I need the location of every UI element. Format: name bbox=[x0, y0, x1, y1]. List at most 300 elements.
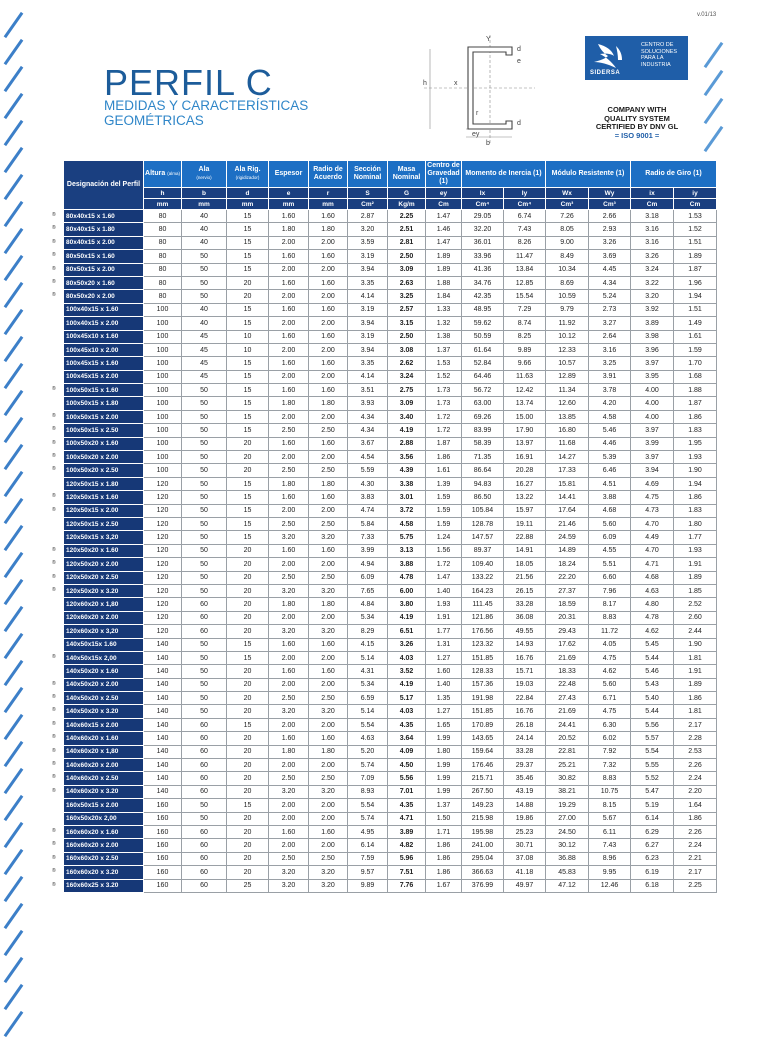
logo-mark-icon bbox=[590, 40, 630, 70]
table-cell: 20 bbox=[227, 692, 269, 705]
table-cell: 140 bbox=[144, 732, 182, 745]
table-cell: 1.72 bbox=[426, 558, 462, 571]
table-cell: 4.78 bbox=[631, 611, 674, 624]
header-radio-giro: Radio de Giro (1) bbox=[631, 161, 717, 188]
table-row bbox=[64, 866, 717, 879]
table-cell: 2.44 bbox=[674, 625, 717, 638]
profile-designation: 160x60x20 x 1.60 bbox=[64, 825, 144, 838]
table-cell: 20 bbox=[227, 584, 269, 597]
table-row bbox=[64, 584, 717, 597]
table-cell: 1.80 bbox=[269, 223, 309, 236]
profile-designation: 120x50x20 x 2.50 bbox=[64, 571, 144, 584]
profile-designation: 160x50x20x 2,00 bbox=[64, 812, 144, 825]
table-cell: 191.98 bbox=[462, 692, 504, 705]
table-cell: 7.09 bbox=[348, 772, 388, 785]
table-cell: 3.96 bbox=[631, 343, 674, 356]
table-cell: 18.59 bbox=[546, 598, 589, 611]
quality-certification bbox=[584, 106, 690, 140]
table-cell: 4.70 bbox=[631, 544, 674, 557]
table-cell: 5.54 bbox=[348, 799, 388, 812]
table-cell: 7.01 bbox=[388, 785, 426, 798]
table-cell: 3.89 bbox=[631, 317, 674, 330]
table-cell: 1.80 bbox=[309, 223, 348, 236]
table-cell: 6.09 bbox=[348, 571, 388, 584]
table-cell: 3.93 bbox=[348, 397, 388, 410]
table-unit-row bbox=[64, 199, 717, 210]
table-cell: 1.86 bbox=[674, 692, 717, 705]
table-cell: 6.11 bbox=[589, 825, 631, 838]
table-cell: 56.72 bbox=[462, 384, 504, 397]
table-row bbox=[64, 370, 717, 383]
table-cell: 50 bbox=[182, 464, 227, 477]
table-cell: 20 bbox=[227, 812, 269, 825]
certification-line: COMPANY WITH bbox=[607, 105, 667, 114]
registered-mark-icon: ® bbox=[52, 828, 56, 834]
table-cell: 1.88 bbox=[426, 276, 462, 289]
header-unit: Cm bbox=[426, 199, 462, 210]
table-cell: 7.43 bbox=[589, 839, 631, 852]
table-cell: 15.00 bbox=[504, 410, 546, 423]
table-cell: 160 bbox=[144, 866, 182, 879]
table-cell: 123.32 bbox=[462, 638, 504, 651]
table-cell: 8.29 bbox=[348, 625, 388, 638]
table-row bbox=[64, 303, 717, 316]
table-cell: 80 bbox=[144, 276, 182, 289]
table-cell: 140 bbox=[144, 692, 182, 705]
table-cell: 267.50 bbox=[462, 785, 504, 798]
table-cell: 40 bbox=[182, 236, 227, 249]
table-cell: 2.00 bbox=[309, 317, 348, 330]
table-row bbox=[64, 464, 717, 477]
header-modulo: Módulo Resistente (1) bbox=[546, 161, 631, 188]
table-cell: 59.62 bbox=[462, 317, 504, 330]
table-cell: 15 bbox=[227, 397, 269, 410]
stripe-line bbox=[4, 417, 24, 443]
registered-mark-icon: ® bbox=[52, 868, 56, 874]
table-cell: 1.80 bbox=[674, 517, 717, 530]
table-cell: 1.80 bbox=[426, 745, 462, 758]
table-cell: 1.27 bbox=[426, 651, 462, 664]
table-cell: 4.95 bbox=[348, 825, 388, 838]
table-row bbox=[64, 705, 717, 718]
table-cell: 4.14 bbox=[348, 370, 388, 383]
table-cell: 1.60 bbox=[309, 357, 348, 370]
profile-designation: 160x50x15 x 2.00 bbox=[64, 799, 144, 812]
table-cell: 3.88 bbox=[388, 558, 426, 571]
table-cell: 1.99 bbox=[426, 732, 462, 745]
table-row bbox=[64, 625, 717, 638]
table-cell: 160 bbox=[144, 839, 182, 852]
table-cell: 6.18 bbox=[631, 879, 674, 892]
table-cell: 4.05 bbox=[589, 638, 631, 651]
stripe-line bbox=[4, 687, 24, 713]
version-label: v.01/13 bbox=[697, 12, 717, 18]
profile-designation: 160x60x20 x 3.20 bbox=[64, 866, 144, 879]
registered-mark-icon: ® bbox=[52, 574, 56, 580]
table-cell: 50 bbox=[182, 531, 227, 544]
registered-mark-icon: ® bbox=[52, 426, 56, 432]
table-cell: 16.80 bbox=[546, 424, 589, 437]
table-cell: 140 bbox=[144, 718, 182, 731]
table-cell: 4.46 bbox=[589, 437, 631, 450]
table-row bbox=[64, 290, 717, 303]
table-cell: 160 bbox=[144, 879, 182, 892]
table-cell: 128.33 bbox=[462, 665, 504, 678]
table-cell: 80 bbox=[144, 290, 182, 303]
table-cell: 1.80 bbox=[309, 745, 348, 758]
table-cell: 3.91 bbox=[589, 370, 631, 383]
table-cell: 3.20 bbox=[309, 785, 348, 798]
table-cell: 50 bbox=[182, 410, 227, 423]
table-row bbox=[64, 718, 717, 731]
table-cell: 12.42 bbox=[504, 384, 546, 397]
stripe-line bbox=[4, 552, 24, 578]
table-cell: 3.94 bbox=[348, 343, 388, 356]
profile-designation: 100x50x20 x 1.60 bbox=[64, 437, 144, 450]
profile-designation: 100x50x20 x 2.00 bbox=[64, 451, 144, 464]
table-cell: 4.68 bbox=[631, 571, 674, 584]
profile-designation: 100x50x15 x 1.80 bbox=[64, 397, 144, 410]
table-cell: 151.85 bbox=[462, 705, 504, 718]
table-cell: 2.00 bbox=[309, 558, 348, 571]
registered-mark-icon: ® bbox=[52, 466, 56, 472]
table-cell: 1.60 bbox=[269, 437, 309, 450]
table-cell: 4.68 bbox=[589, 504, 631, 517]
table-cell: 5.14 bbox=[348, 651, 388, 664]
table-cell: 15 bbox=[227, 504, 269, 517]
table-row bbox=[64, 330, 717, 343]
profile-designation: 100x45x10 x 2.00 bbox=[64, 343, 144, 356]
table-cell: 2.57 bbox=[388, 303, 426, 316]
table-cell: 60 bbox=[182, 879, 227, 892]
table-cell: 20 bbox=[227, 705, 269, 718]
table-cell: 1.53 bbox=[674, 210, 717, 223]
stripe-line bbox=[4, 579, 24, 605]
table-row bbox=[64, 785, 717, 798]
table-cell: 17.33 bbox=[546, 464, 589, 477]
table-cell: 1.89 bbox=[426, 263, 462, 276]
registered-mark-icon: ® bbox=[52, 279, 56, 285]
table-cell: 1.80 bbox=[309, 598, 348, 611]
table-cell: 1.87 bbox=[426, 437, 462, 450]
table-cell: 3.15 bbox=[388, 317, 426, 330]
table-row bbox=[64, 384, 717, 397]
table-cell: 1.60 bbox=[309, 330, 348, 343]
table-cell: 15 bbox=[227, 370, 269, 383]
table-cell: 4.63 bbox=[348, 732, 388, 745]
table-row bbox=[64, 477, 717, 490]
table-cell: 45 bbox=[182, 330, 227, 343]
table-cell: 69.26 bbox=[462, 410, 504, 423]
profile-designation: 80x40x15 x 1.60 bbox=[64, 210, 144, 223]
profile-designation: 120x50x15 x 1.80 bbox=[64, 477, 144, 490]
stripe-line bbox=[4, 930, 24, 956]
table-cell: 9.79 bbox=[546, 303, 589, 316]
table-cell: 4.34 bbox=[348, 424, 388, 437]
table-cell: 20 bbox=[227, 839, 269, 852]
table-cell: 20 bbox=[227, 290, 269, 303]
table-cell: 3.20 bbox=[269, 584, 309, 597]
table-cell: 60 bbox=[182, 625, 227, 638]
table-cell: 5.34 bbox=[348, 611, 388, 624]
logo-tagline-line: SOLUCIONES bbox=[641, 48, 678, 55]
table-cell: 9.89 bbox=[504, 343, 546, 356]
table-row bbox=[64, 732, 717, 745]
profile-designation: 120x50x15 x 2.50 bbox=[64, 517, 144, 530]
table-row bbox=[64, 491, 717, 504]
table-row bbox=[64, 236, 717, 249]
profile-designation: 160x60x20 x 2.50 bbox=[64, 852, 144, 865]
table-cell: 2.50 bbox=[269, 517, 309, 530]
table-cell: 4.62 bbox=[631, 625, 674, 638]
table-cell: 4.00 bbox=[631, 384, 674, 397]
stripe-line bbox=[4, 903, 24, 929]
header-unit: Cm⁴ bbox=[504, 199, 546, 210]
table-cell: 2.00 bbox=[269, 343, 309, 356]
table-cell: 33.28 bbox=[504, 745, 546, 758]
company-logo bbox=[585, 36, 688, 80]
table-cell: 5.60 bbox=[589, 678, 631, 691]
table-cell: 50.59 bbox=[462, 330, 504, 343]
table-row bbox=[64, 517, 717, 530]
table-cell: 19.11 bbox=[504, 517, 546, 530]
table-cell: 1.27 bbox=[426, 705, 462, 718]
table-cell: 7.65 bbox=[348, 584, 388, 597]
table-row bbox=[64, 638, 717, 651]
registered-mark-icon: ® bbox=[52, 507, 56, 513]
table-cell: 1.53 bbox=[426, 357, 462, 370]
table-cell: 20 bbox=[227, 544, 269, 557]
table-cell: 1.56 bbox=[426, 544, 462, 557]
table-cell: 26.15 bbox=[504, 584, 546, 597]
table-cell: 86.50 bbox=[462, 491, 504, 504]
registered-mark-icon: ® bbox=[52, 694, 56, 700]
table-cell: 60 bbox=[182, 759, 227, 772]
table-cell: 3.18 bbox=[631, 210, 674, 223]
table-row bbox=[64, 558, 717, 571]
table-cell: 1.24 bbox=[426, 531, 462, 544]
table-cell: 100 bbox=[144, 370, 182, 383]
table-cell: 5.55 bbox=[631, 759, 674, 772]
stripe-line bbox=[4, 876, 24, 902]
table-row bbox=[64, 397, 717, 410]
table-cell: 2.52 bbox=[674, 598, 717, 611]
table-cell: 120 bbox=[144, 504, 182, 517]
stripe-line bbox=[4, 525, 24, 551]
table-cell: 120 bbox=[144, 544, 182, 557]
table-cell: 50 bbox=[182, 451, 227, 464]
table-cell: 5.54 bbox=[348, 718, 388, 731]
header-espesor: Espesor bbox=[269, 161, 309, 188]
table-cell: 2.00 bbox=[309, 263, 348, 276]
registered-mark-icon: ® bbox=[52, 292, 56, 298]
table-cell: 8.25 bbox=[504, 330, 546, 343]
table-cell: 20 bbox=[227, 678, 269, 691]
table-cell: 6.14 bbox=[631, 812, 674, 825]
table-cell: 3.99 bbox=[631, 437, 674, 450]
table-cell: 20 bbox=[227, 611, 269, 624]
table-cell: 2.00 bbox=[269, 290, 309, 303]
header-symbol: iy bbox=[674, 188, 717, 199]
table-cell: 16.76 bbox=[504, 651, 546, 664]
table-cell: 3.16 bbox=[631, 223, 674, 236]
table-cell: 27.00 bbox=[546, 812, 589, 825]
table-cell: 5.57 bbox=[631, 732, 674, 745]
table-cell: 1.89 bbox=[674, 678, 717, 691]
table-cell: 100 bbox=[144, 451, 182, 464]
table-cell: 1.99 bbox=[426, 772, 462, 785]
table-cell: 2.53 bbox=[674, 745, 717, 758]
profile-designation: 120x50x20 x 3.20 bbox=[64, 584, 144, 597]
table-cell: 140 bbox=[144, 651, 182, 664]
table-cell: 3.20 bbox=[348, 223, 388, 236]
table-cell: 50 bbox=[182, 517, 227, 530]
stripe-line bbox=[704, 42, 724, 68]
table-cell: 2.50 bbox=[309, 852, 348, 865]
table-cell: 1.94 bbox=[674, 477, 717, 490]
table-cell: 15 bbox=[227, 638, 269, 651]
table-cell: 60 bbox=[182, 732, 227, 745]
table-cell: 60 bbox=[182, 598, 227, 611]
table-cell: 71.35 bbox=[462, 451, 504, 464]
table-cell: 6.09 bbox=[589, 531, 631, 544]
table-cell: 50 bbox=[182, 384, 227, 397]
table-cell: 15 bbox=[227, 651, 269, 664]
table-cell: 4.19 bbox=[388, 424, 426, 437]
table-cell: 1.37 bbox=[426, 343, 462, 356]
table-row bbox=[64, 651, 717, 664]
table-cell: 1.60 bbox=[269, 825, 309, 838]
table-cell: 36.88 bbox=[546, 852, 589, 865]
table-cell: 6.46 bbox=[589, 464, 631, 477]
table-cell: 176.46 bbox=[462, 759, 504, 772]
registered-mark-icon: ® bbox=[52, 453, 56, 459]
header-symbol: Iy bbox=[504, 188, 546, 199]
table-cell: 3.24 bbox=[388, 370, 426, 383]
table-cell: 1.80 bbox=[269, 477, 309, 490]
table-cell: 25.21 bbox=[546, 759, 589, 772]
registered-mark-icon: ® bbox=[52, 266, 56, 272]
table-cell: 3.08 bbox=[388, 343, 426, 356]
table-cell: 5.96 bbox=[388, 852, 426, 865]
subtitle-line: GEOMÉTRICAS bbox=[104, 113, 204, 128]
profile-designation: 100x45x15 x 1.60 bbox=[64, 357, 144, 370]
table-cell: 1.60 bbox=[309, 825, 348, 838]
table-cell: 12.89 bbox=[546, 370, 589, 383]
table-cell: 80 bbox=[144, 223, 182, 236]
stripe-line bbox=[4, 120, 24, 146]
table-cell: 80 bbox=[144, 250, 182, 263]
table-cell: 25 bbox=[227, 879, 269, 892]
header-unit: mm bbox=[269, 199, 309, 210]
table-cell: 10 bbox=[227, 330, 269, 343]
table-row bbox=[64, 598, 717, 611]
table-cell: 22.20 bbox=[546, 571, 589, 584]
table-cell: 2.24 bbox=[674, 772, 717, 785]
table-cell: 4.00 bbox=[631, 410, 674, 423]
table-cell: 2.00 bbox=[269, 812, 309, 825]
table-cell: 14.93 bbox=[504, 638, 546, 651]
table-cell: 215.71 bbox=[462, 772, 504, 785]
table-cell: 3.16 bbox=[631, 236, 674, 249]
table-cell: 9.89 bbox=[348, 879, 388, 892]
logo-tagline-line: CENTRO DE bbox=[641, 42, 674, 48]
diagram-label-x: x bbox=[454, 80, 458, 87]
table-cell: 4.58 bbox=[388, 517, 426, 530]
table-cell: 1.59 bbox=[426, 504, 462, 517]
stripe-line bbox=[4, 471, 24, 497]
table-cell: 1.64 bbox=[674, 799, 717, 812]
registered-mark-icon: ® bbox=[52, 748, 56, 754]
table-cell: 22.84 bbox=[504, 692, 546, 705]
table-cell: 7.92 bbox=[589, 745, 631, 758]
table-cell: 14.91 bbox=[504, 544, 546, 557]
table-cell: 60 bbox=[182, 785, 227, 798]
stripe-line bbox=[4, 282, 24, 308]
profile-designation: 140x50x15x 1.60 bbox=[64, 638, 144, 651]
table-cell: 15 bbox=[227, 210, 269, 223]
table-cell: 160 bbox=[144, 825, 182, 838]
table-cell: 1.89 bbox=[426, 250, 462, 263]
table-cell: 24.50 bbox=[546, 825, 589, 838]
table-row bbox=[64, 692, 717, 705]
table-cell: 4.00 bbox=[631, 397, 674, 410]
table-cell: 3.89 bbox=[388, 825, 426, 838]
table-cell: 4.31 bbox=[348, 665, 388, 678]
table-cell: 1.81 bbox=[674, 705, 717, 718]
table-cell: 50 bbox=[182, 544, 227, 557]
table-row bbox=[64, 437, 717, 450]
table-cell: 30.82 bbox=[546, 772, 589, 785]
table-cell: 366.63 bbox=[462, 866, 504, 879]
table-cell: 3.51 bbox=[348, 384, 388, 397]
table-cell: 29.05 bbox=[462, 210, 504, 223]
table-cell: 4.50 bbox=[388, 759, 426, 772]
table-cell: 6.60 bbox=[589, 571, 631, 584]
table-cell: 1.73 bbox=[426, 397, 462, 410]
table-cell: 15 bbox=[227, 799, 269, 812]
diagram-label-b: b bbox=[486, 140, 490, 145]
table-cell: 50 bbox=[182, 290, 227, 303]
table-cell: 1.60 bbox=[309, 303, 348, 316]
table-cell: 7.43 bbox=[504, 223, 546, 236]
table-cell: 2.50 bbox=[309, 772, 348, 785]
registered-mark-icon: ® bbox=[52, 252, 56, 258]
table-body bbox=[64, 210, 717, 893]
header-masa: Masa Nominal bbox=[388, 161, 426, 188]
table-cell: 10.34 bbox=[546, 263, 589, 276]
table-cell: 1.60 bbox=[269, 544, 309, 557]
table-cell: 1.73 bbox=[426, 384, 462, 397]
table-cell: 6.29 bbox=[631, 825, 674, 838]
table-cell: 60 bbox=[182, 825, 227, 838]
table-row bbox=[64, 665, 717, 678]
table-cell: 5.60 bbox=[589, 517, 631, 530]
stripe-line bbox=[4, 174, 24, 200]
table-cell: 20 bbox=[227, 571, 269, 584]
table-cell: 40 bbox=[182, 223, 227, 236]
table-cell: 1.68 bbox=[674, 370, 717, 383]
header-seccion: Sección Nominal bbox=[348, 161, 388, 188]
table-cell: 5.44 bbox=[631, 651, 674, 664]
table-cell: 7.32 bbox=[589, 759, 631, 772]
table-cell: 2.50 bbox=[269, 571, 309, 584]
table-cell: 20.31 bbox=[546, 611, 589, 624]
table-cell: 2.87 bbox=[348, 210, 388, 223]
registered-mark-icon: ® bbox=[52, 212, 56, 218]
profile-designation: 80x40x15 x 1.80 bbox=[64, 223, 144, 236]
table-cell: 3.20 bbox=[309, 625, 348, 638]
